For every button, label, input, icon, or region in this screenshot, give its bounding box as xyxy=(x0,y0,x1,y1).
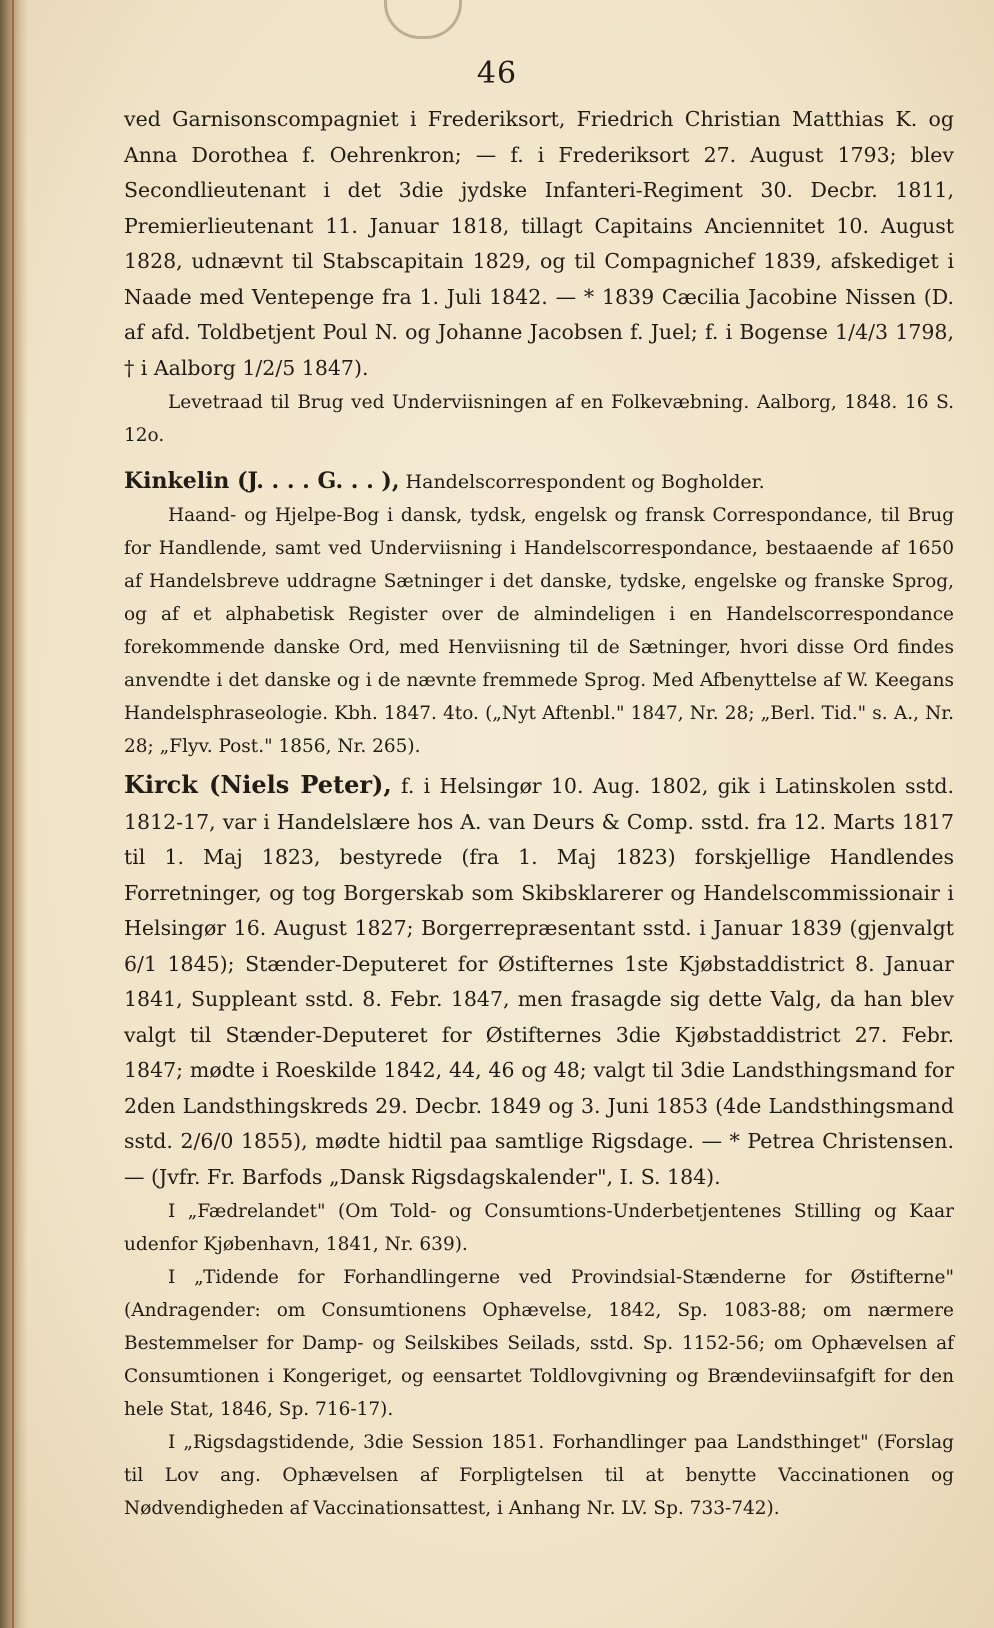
reference-2: I „Tidende for Forhandlingerne ved Provindsial-Stænderne for Østifterne" (Andragender: om Consumtionens Ophævelse, 1842, Sp. 1083-88; om nærmere Bestemmelser for Damp- og Seilskibes Seilads, sstd. Sp. 1152-56; om Ophævelsen af Consumtionen i Kongeriget, og eensartet Toldlovgivning og Brændeviinsafgift for den hele Stat, 1846, Sp. 716-17). xyxy=(124,1267,954,1420)
entry-description: Handelscorrespondent og Bogholder. xyxy=(405,471,765,493)
entry-continuation: ved Garnisonscompagniet i Frederiksort, Friedrich Christian Matthias K. og Anna Dorothea f. Oehrenkron; — f. i Frederiksort 27. August 1793; blev Secondlieutenant i det 3die jydske Infanteri-Regiment 30. Decbr. 1811, Premierlieutenant 11. Januar 1818, tillagt Capitains Anciennitet 10. August 1828, udnævnt til Stabscapitain 1829, og til Compagnichef 1839, afskediget i Naade med Ventepenge fra 1. Juli 1842. — * 1839 Cæcilia Jacobine Nissen (D. af afd. Toldbetjent Poul N. og Johanne Jacobsen f. Juel; f. i Bogense 1/4/3 1798, † i Aalborg 1/2/5 1847). xyxy=(124,107,954,380)
reference-1: I „Fædrelandet" (Om Told- og Consumtions-Underbetjentenes Stilling og Kaar udenfor Kjøbenhavn, 1841, Nr. 639). xyxy=(124,1201,954,1255)
bookmark-loop-mark xyxy=(384,0,462,39)
entry-kinkelin xyxy=(124,464,954,499)
work-title-2: Haand- og Hjelpe-Bog i dansk, tydsk, engelsk og fransk Correspondance, til Brug for Handlende, samt ved Underviisning i Handelscorrespondance, bestaaende af 1650 af Handelsbreve uddragne Sætninger i det danske, tydske, engelske og franske Sprog, og af et alphabetisk Register over de almindeligen i en Handelscorrespondance forekommende danske Ord, med Henviisning til de Sætninger, hvori disse Ord findes anvendte i det danske og i de nævnte fremmede Sprog. Med Afbenyttelse af W. Keegans Handelsphraseologie. Kbh. 1847. 4to. („Nyt Aftenbl." 1847, Nr. 28; „Berl. Tid." s. A., Nr. 28; „Flyv. Post." 1856, Nr. 265). xyxy=(124,505,954,757)
reference-3: I „Rigsdagstidende, 3die Session 1851. Forhandlinger paa Landsthinget" (Forslag til Lov ang. Ophævelsen af Forpligtelsen til at benytte Vaccinationen og Nødvendigheden af Vaccinationsattest, i Anhang Nr. LV. Sp. 733-742). xyxy=(124,1432,954,1519)
page-number: 46 xyxy=(476,56,518,91)
gutter-edge-line xyxy=(12,0,14,1628)
entry-kirck xyxy=(124,767,954,1195)
work-title-1: Levetraad til Brug ved Underviisningen af en Folkevæbning. Aalborg, 1848. 16 S. 12o. xyxy=(124,392,954,446)
entry-lemma: Kinkelin (J. . . . G. . . ), xyxy=(124,468,400,494)
page-body xyxy=(124,102,954,1525)
entry-lemma: Kirck (Niels Peter), xyxy=(124,770,392,799)
entry-description: f. i Helsingør 10. Aug. 1802, gik i Latinskolen sstd. 1812-17, var i Handelslære hos A. van Deurs & Comp. sstd. fra 12. Marts 1817 til 1. Maj 1823, bestyrede (fra 1. Maj 1823) forskjellige Handlendes Forretninger, og tog Borgerskab som Skibsklarerer og Handelscommissionair i Helsingør 16. August 1827; Borgerrepræsentant sstd. i Januar 1839 (gjenvalgt 6/1 1845); Stænder-Deputeret for Østifternes 1ste Kjøbstaddistrict 8. Januar 1841, Suppleant sstd. 8. Febr. 1847, men frasagde sig dette Valg, da han blev valgt til Stænder-Deputeret for Østifternes 3die Kjøbstaddistrict 27. Febr. 1847; mødte i Roeskilde 1842, 44, 46 og 48; valgt til 3die Landsthingsmand for 2den Landsthingskreds 29. Decbr. 1849 og 3. Juni 1853 (4de Landsthingsmand sstd. 2/6/0 1855), mødte hidtil paa samtlige Rigsdage. — * Petrea Christensen. — (Jvfr. Fr. Barfods „Dansk Rigsdagskalender", I. S. 184). xyxy=(124,774,954,1189)
binding-gutter xyxy=(0,0,28,1628)
